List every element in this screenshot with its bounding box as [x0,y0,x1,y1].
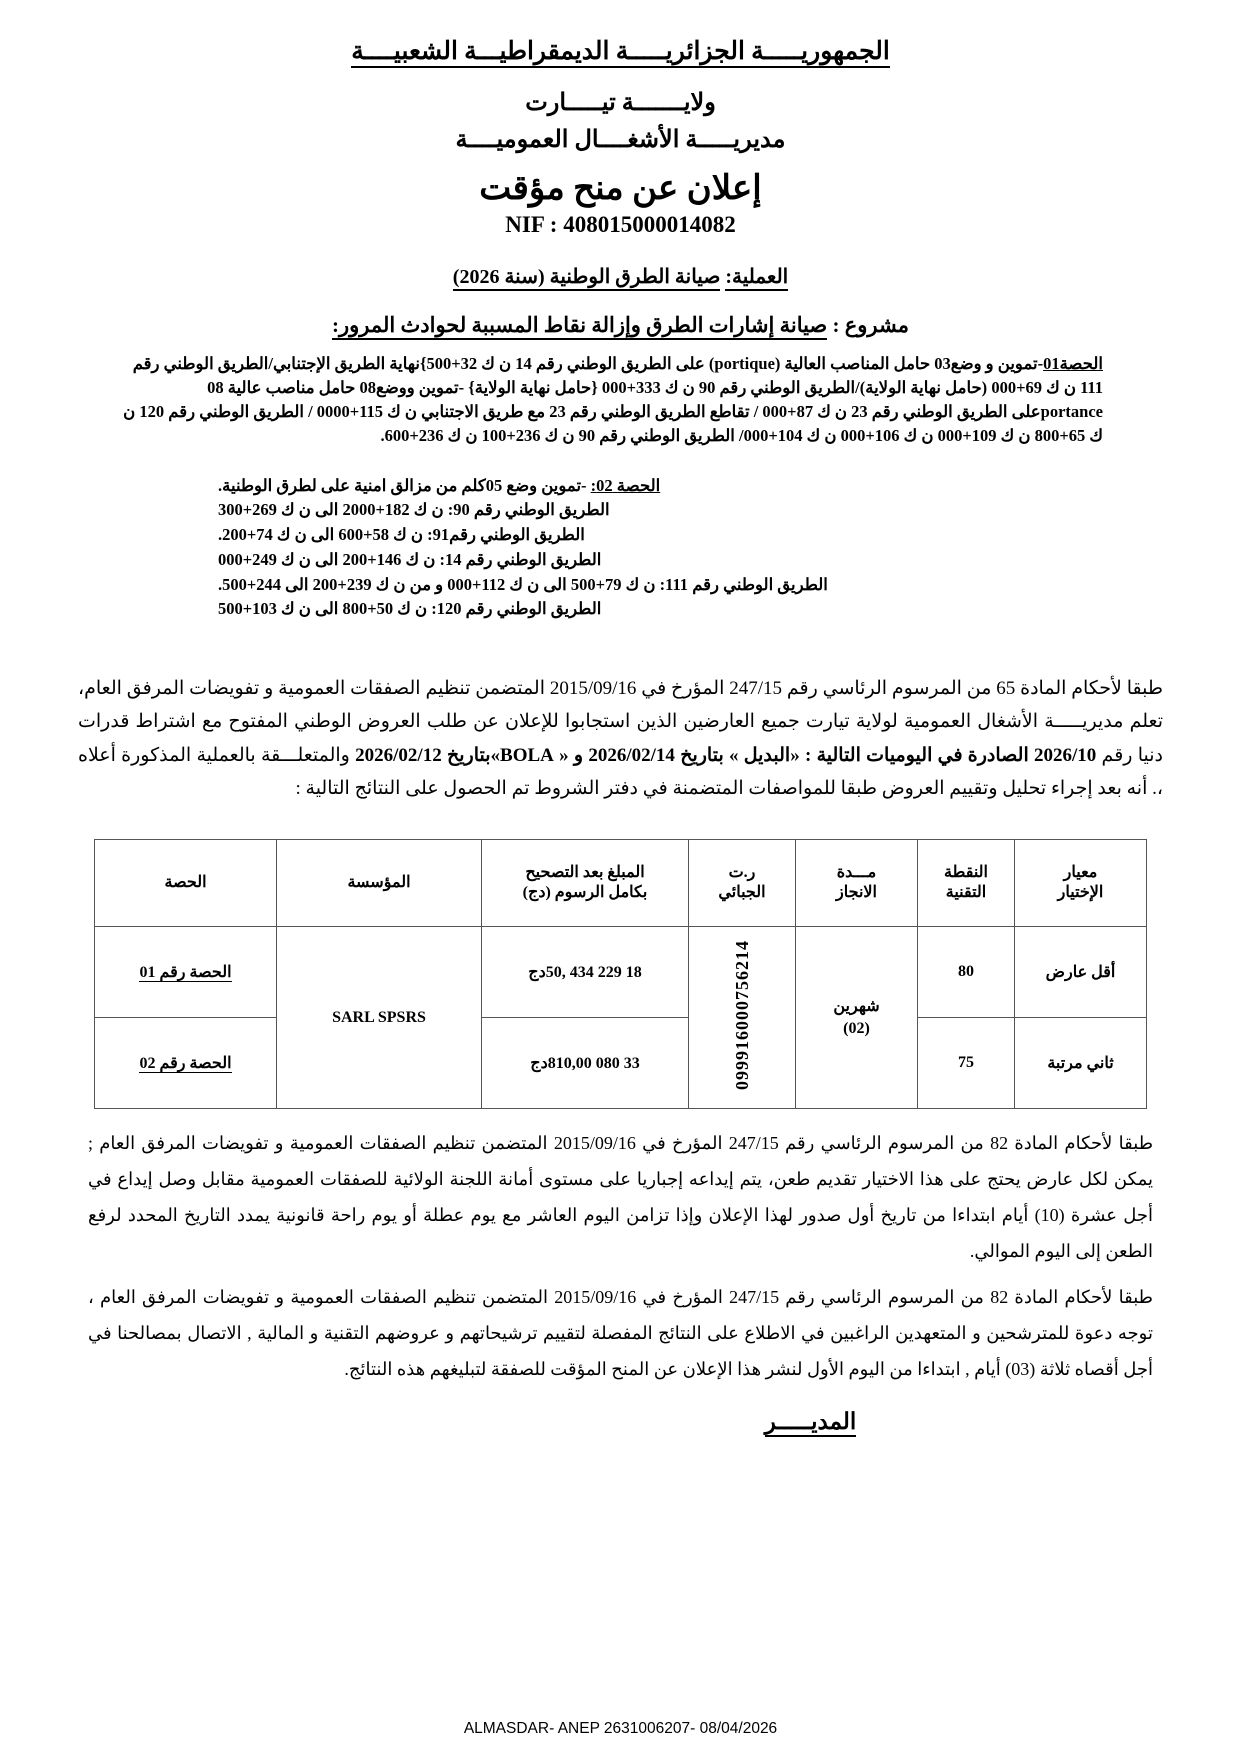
cell-tax-id-text: 099916000756214 [731,940,752,1091]
lot-01-block [78,352,1163,448]
lot-02-road-row: الطريق الوطني رقم 14: ن ك 146+200 الى ن ك 249+000 [218,549,602,569]
operation-label: العملية: [725,266,788,291]
legal-bold-1: 2026/10 الصادرة في اليوميات التالية : [804,744,1097,766]
lot-02-heading: الحصة 02: [590,475,661,495]
results-table-body [95,927,1147,1109]
col-amount-line1: المبلغ بعد التصحيح [525,864,645,882]
operation-value: صيانة الطرق الوطنية (سنة 2026) [453,266,721,291]
republic-heading [78,36,1163,66]
cell-lot [95,927,277,1018]
legal-part-1: طبقا لأحكام المادة 65 من المرسوم الرئاسي رقم 247/15 المؤرخ في 2015/09/16 المتضمن تنظيم الصفقات العمومية و تفويضات المرفق العام، تعلم مديريـــــة الأشغال العمومية لولاية تيارت جميع العارضين الذين استجابوا للإعلان عن طلب العروض الوطني المفتوح مع اشتراط قدرات دنيا رقم [78,678,1163,766]
republic-heading-text: الجمهوريـــــة الجزائريـــــة الديمقراطيـــة الشعبيــــة [351,38,890,68]
anep-footer: ALMASDAR- ANEP 2631006207- 08/04/2026 [463,1720,778,1737]
director-label: المديـــــر [765,1409,857,1437]
table-row [95,1018,1147,1109]
legal-bold-2: «البديل » بتاريخ 2026/02/14 و « BOLA»بتاريخ 2026/02/12 [355,744,800,766]
col-criterion-line1: معيار [1063,864,1098,882]
col-tax-line1: ر.ت [728,864,756,882]
col-amount [482,840,689,927]
project-line [78,313,1163,338]
col-tax-id [689,840,796,927]
cell-duration-line1: شهرين [833,998,880,1016]
lot-02-road-row: الطريق الوطني رقم91: ن ك 58+600 الى ن ك 74+200. [218,525,585,545]
cell-amount: 18 229 434 ,50دج [482,927,689,1018]
cell-criterion: أقل عارض [1015,927,1147,1018]
col-duration [796,840,918,927]
legal-paragraph [78,672,1163,805]
col-note-line2: التقنية [945,884,987,902]
cell-tax-id [689,927,796,1109]
cell-technical-note: 75 [918,1018,1015,1109]
results-table-head [95,840,1147,927]
lot-01-heading: الحصة01 [1043,354,1103,373]
director-signature [78,1409,1163,1437]
col-criterion-line2: الإختيار [1057,884,1104,902]
lot-01-body: -تموين و وضع03 حامل المناصب العالية (portique) على الطريق الوطني رقم 14 ن ك 32+500}نهاية الطريق الإجتنابي/الطريق الوطني رقم 111 ن ك 69+000 (حامل نهاية الولاية)/الطريق الوطني رقم 90 ن ك 333+000 {حامل نهاية الولاية} -تموين ووضع08 حامل مناصب عالية 08 portanceعلى الطريق الوطني رقم 23 ن ك 87+000 / تقاطع الطريق الوطني رقم 23 مع طريق الاجتنابي ن ك 115+0000 / الطريق الوطني رقم 120 ن ك 65+800 ن ك 109+000 ن ك 106+000 ن ك 104+000/ الطريق الوطني رقم 90 ن ك 236+100 ن ك 236+600. [123,354,1103,445]
cell-lot-text: الحصة رقم 02 [139,1055,232,1073]
project-label: مشروع : [832,313,909,337]
table-row [95,927,1147,1018]
col-duration-line1: مـــدة [836,864,877,882]
cell-duration [796,927,918,1109]
cell-company: SARL SPSRS [277,927,482,1109]
lot-02-intro-row [218,474,1163,499]
col-criterion [1015,840,1147,927]
col-lot: الحصة [95,840,277,927]
legal-part-2: والمتعلـــقة بالعملية المذكورة أعلاه ،. أنه بعد إجراء تحليل وتقييم العروض طبقا للمواصفات المتضمنة في دفتر الشروط تم الحصول على النتائج التالية : [78,744,1163,799]
cell-technical-note: 80 [918,927,1015,1018]
results-table [94,839,1147,1109]
announcement-title: إعلان عن منح مؤقت [479,170,762,207]
col-note-line1: النقطة [944,864,988,882]
lot-02-road-row: الطريق الوطني رقم 111: ن ك 79+500 الى ن ك 112+000 و من ن ك 239+200 الى 244+500. [218,574,828,594]
col-duration-line2: الانجاز [836,884,877,902]
project-value: صيانة إشارات الطرق وإزالة نقاط المسببة لحوادث المرور: [332,313,827,340]
col-technical-note [918,840,1015,927]
lot-02-road-row: الطريق الوطني رقم 90: ن ك 182+2000 الى ن ك 269+300 [218,500,610,520]
closing-paragraph-2: طبقا لأحكام المادة 82 من المرسوم الرئاسي رقم 247/15 المؤرخ في 2015/09/16 المتضمن تنظيم الصفقات العمومية و تفويضات المرفق العام ، توجه دعوة للمترشحين و المتعهدين الراغبين في الاطلاع على النتائج المفصلة لتقييم ترشيحاتهم و عروضهم التقنية و المالية , الاتصال بمصالحنا في أجل أقصاه ثلاثة (03) أيام , ابتداءا من اليوم الأول لنشر هذا الإعلان عن المنح المؤقت للصفقة لتبليغهم هذه النتائج. [88,1287,1154,1380]
col-company: المؤسسة [277,840,482,927]
cell-duration-line2: (02) [843,1019,870,1037]
wilaya-heading: ولايـــــــة تيـــــارت [525,90,716,116]
cell-lot-text: الحصة رقم 01 [139,964,232,982]
col-amount-line2: بكامل الرسوم (دج) [522,884,648,902]
cell-amount: 33 080 810,00دج [482,1018,689,1109]
operation-line [78,264,1163,289]
cell-criterion: ثاني مرتبة [1015,1018,1147,1109]
lot-02-road-row: الطريق الوطني رقم 120: ن ك 50+800 الى ن ك 103+500 [218,599,602,619]
lot-02-intro: -تموين وضع 05كلم من مزالق امنية على لطرق الوطنية. [218,475,587,495]
table-header-row [95,840,1147,927]
lot-02-block [78,474,1163,623]
direction-heading: مديريـــــة الأشغــــال العموميــــة [455,127,786,153]
col-tax-line2: الجبائي [718,884,766,902]
cell-lot [95,1018,277,1109]
closing-paragraph-1: طبقا لأحكام المادة 82 من المرسوم الرئاسي رقم 247/15 المؤرخ في 2015/09/16 المتضمن تنظيم الصفقات العمومية و تفويضات المرفق العام ; يمكن لكل عارض يحتج على هذا الاختيار تقديم طعن، يتم إيداعه إجباريا على مستوى أمانة اللجنة الولائية للصفقات العمومية مقابل وصل إيداع في أجل عشرة (10) أيام ابتداءا من تاريخ أول صدور لهذا الإعلان وإذا تزامن اليوم العاشر مع يوم عطلة أو يوم راحة قانونية يمدد التاريخ المحدد لرفع الطعن إلى اليوم الموالي. [88,1133,1154,1262]
nif-number: NIF : 408015000014082 [505,212,736,237]
